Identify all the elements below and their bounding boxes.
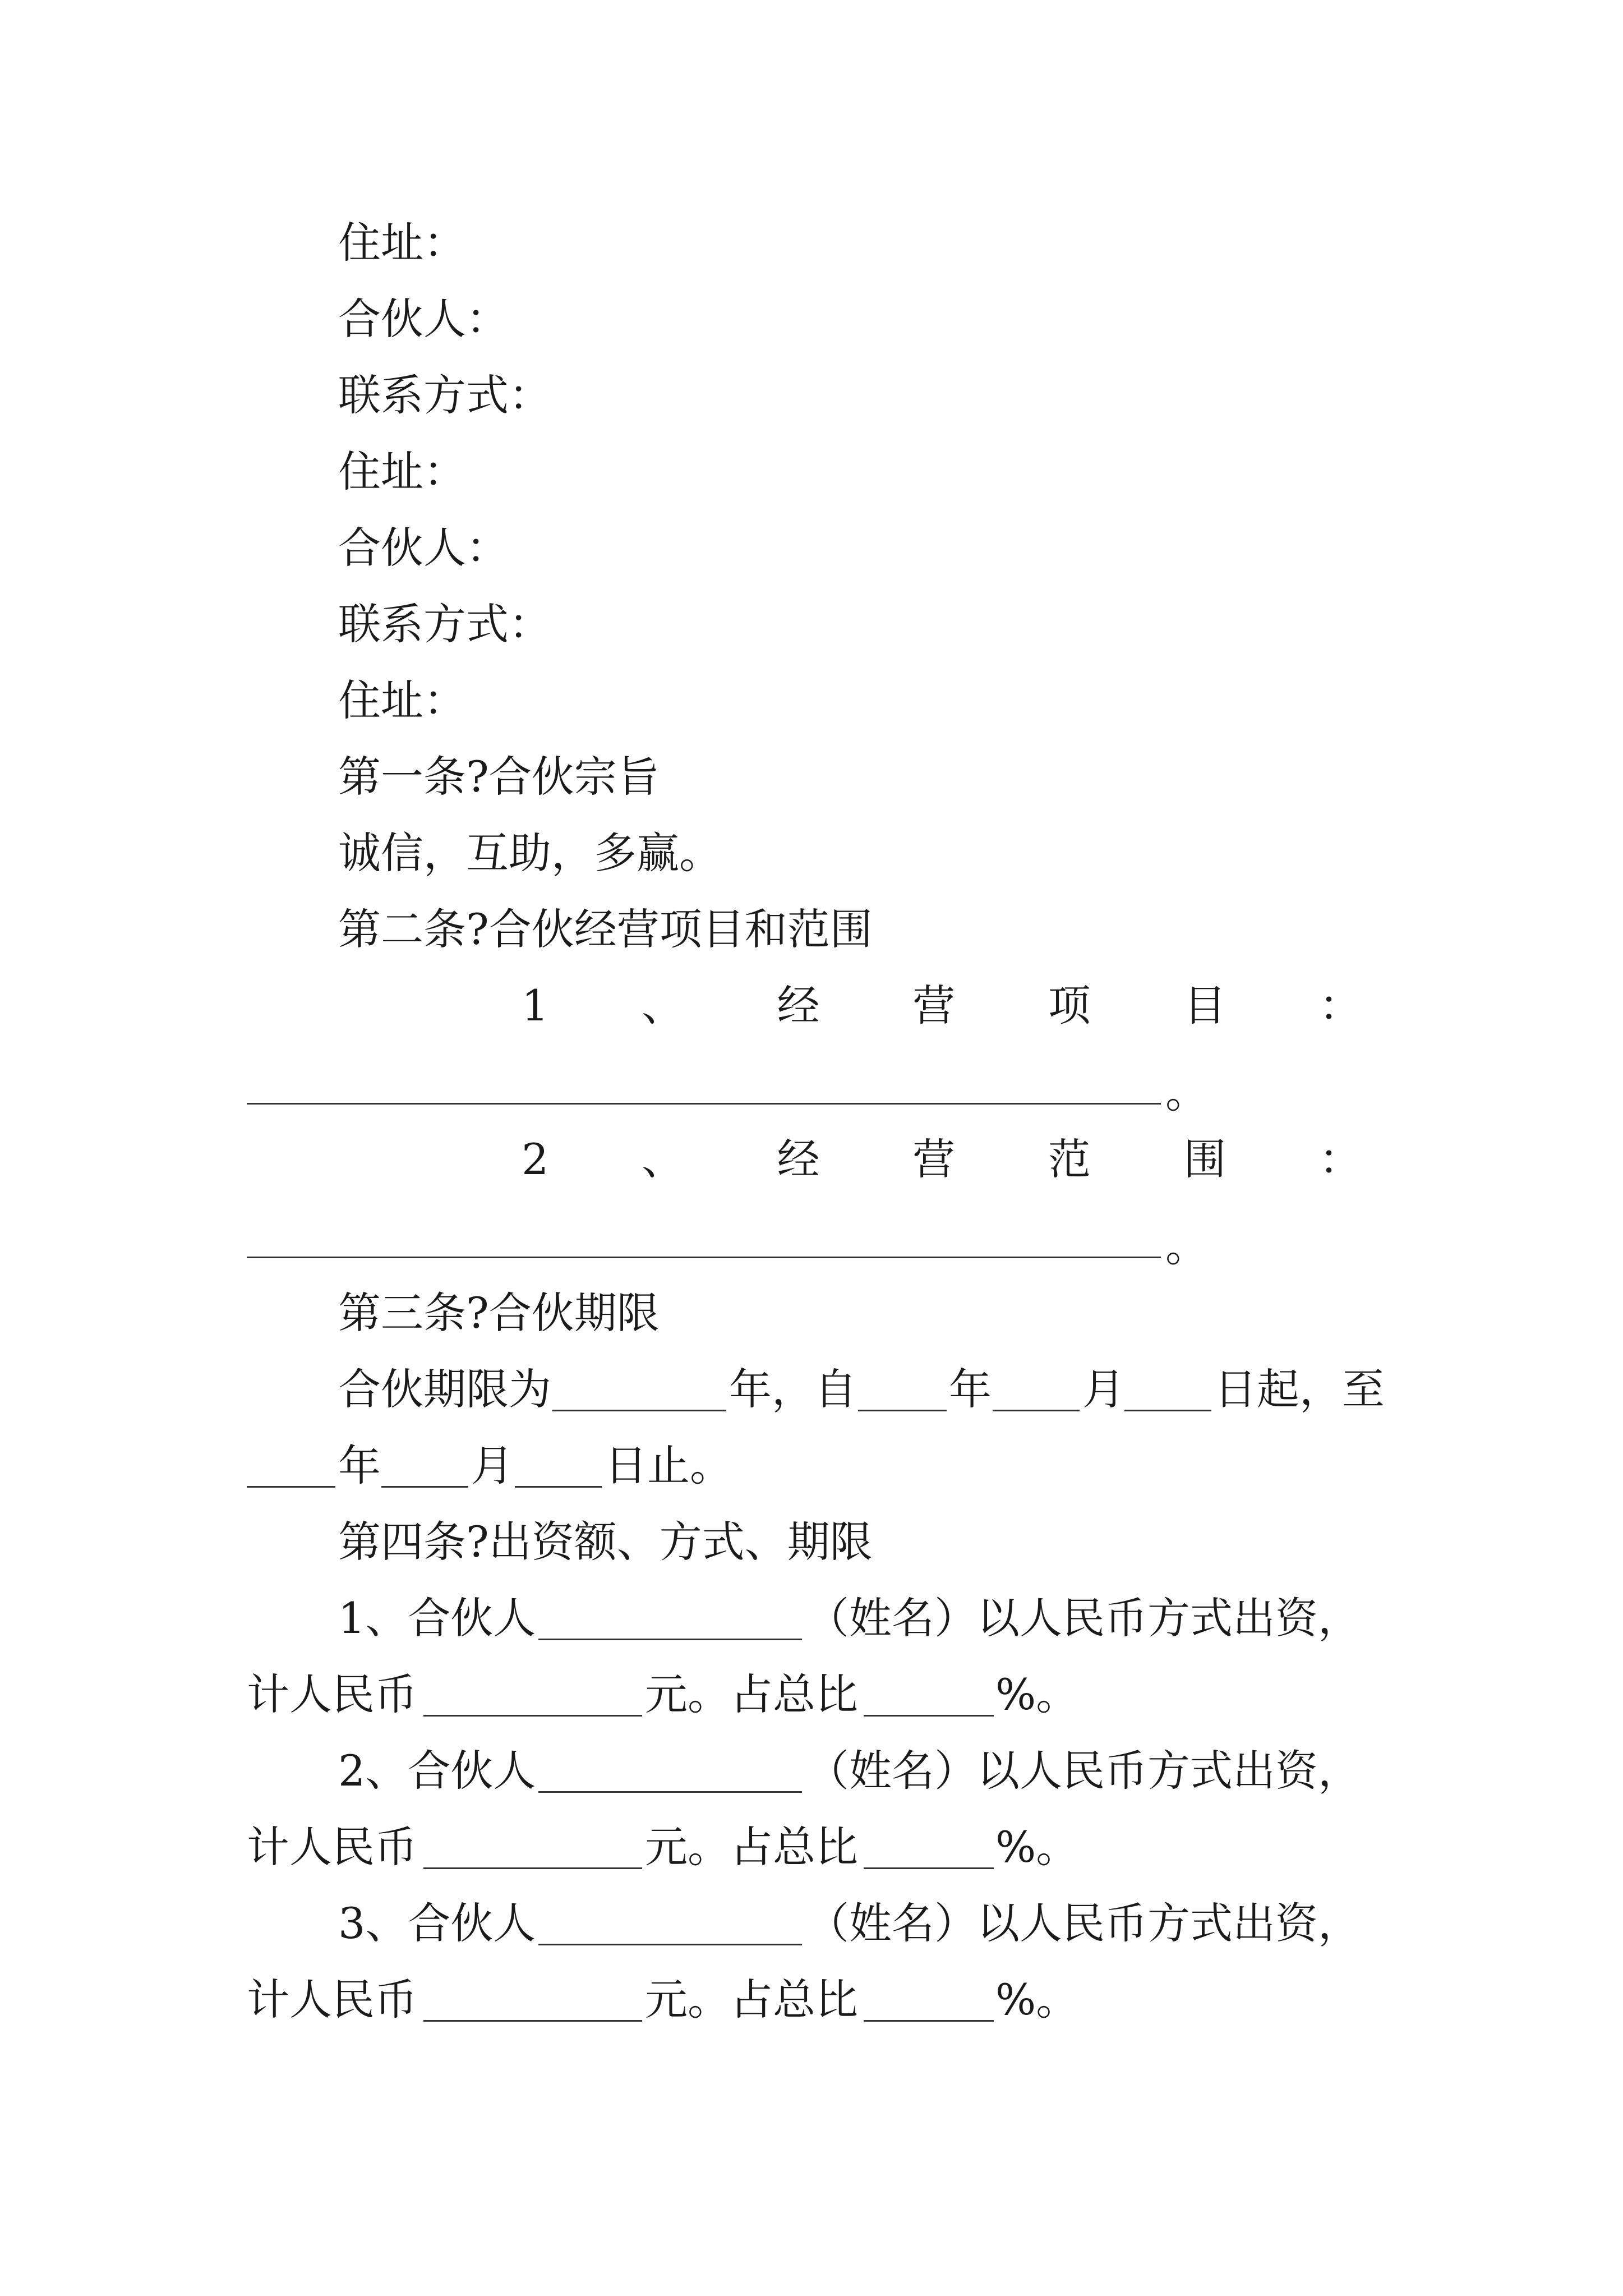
article-heading: 第一条?合伙宗旨 (338, 752, 660, 802)
blank-field[interactable] (423, 2020, 642, 2022)
blank-field[interactable] (423, 1867, 642, 1869)
business-project-fill: 。 (0, 1059, 1623, 1126)
address-line-1 (0, 209, 1623, 277)
business-project-line (0, 972, 1623, 1039)
blank-field[interactable] (538, 1791, 802, 1793)
blank-field[interactable] (858, 1410, 947, 1411)
article-heading: 第二条?合伙经营项目和范围 (338, 904, 873, 954)
address-label: 住址： (338, 447, 466, 496)
blank-field[interactable] (538, 1639, 802, 1640)
blank-field[interactable] (423, 1715, 642, 1717)
term-line-1: 合伙期限为 年，自 年 月 日起，至 (338, 1364, 1385, 1414)
article-1-text (0, 820, 1623, 887)
business-scope-line (0, 1126, 1623, 1193)
contribution-2-line-2: 计人民币 元。占总比 %。 (247, 1822, 1079, 1872)
contribution-1-line-2: 计人民币 元。占总比 %。 (247, 1669, 1079, 1719)
blank-field[interactable] (1124, 1410, 1211, 1411)
blank-field[interactable] (864, 2020, 994, 2022)
blank-field[interactable] (552, 1410, 726, 1411)
article-3-title (0, 1280, 1623, 1347)
blank-field[interactable] (247, 1486, 335, 1488)
contact-label: 联系方式： (338, 370, 551, 420)
address-label: 住址： (338, 218, 466, 268)
contribution-3-line-1: 3、合伙人 （姓名）以人民币方式出资， (338, 1898, 1361, 1948)
contribution-2-line-1: 2、合伙人 （姓名）以人民币方式出资， (338, 1746, 1361, 1796)
partner-line-2 (0, 514, 1623, 582)
blank-field[interactable] (381, 1486, 468, 1488)
term-line-2: 年 月 日止。 (0, 1432, 1623, 1499)
blank-field[interactable] (993, 1410, 1080, 1411)
business-scope-fill: 。 (0, 1213, 1623, 1280)
contact-label: 联系方式： (338, 599, 551, 649)
blank-field[interactable] (515, 1486, 602, 1488)
blank-field[interactable] (538, 1944, 802, 1945)
article-1-title (0, 743, 1623, 811)
partner-line-1 (0, 286, 1623, 353)
partner-label: 合伙人： (338, 523, 509, 573)
article-heading: 第四条?出资额、方式、期限 (338, 1517, 873, 1567)
blank-field[interactable] (864, 1867, 994, 1869)
address-label: 住址： (338, 675, 466, 725)
blank-field[interactable] (864, 1715, 994, 1717)
paragraph-text: 诚信，互助，多赢。 (338, 828, 722, 878)
contact-line-1 (0, 362, 1623, 429)
business-scope-label: 2 、 经 营 范 围 ： (522, 1134, 1362, 1184)
article-4-title (0, 1508, 1623, 1576)
contribution-1-line-1: 1、合伙人 （姓名）以人民币方式出资， (338, 1593, 1361, 1643)
contribution-3-line-2: 计人民币 元。占总比 %。 (247, 1975, 1079, 2024)
blank-field[interactable] (247, 1257, 1161, 1258)
article-2-title (0, 896, 1623, 963)
partner-label: 合伙人： (338, 294, 509, 344)
business-project-label: 1 、 经 营 项 目 ： (522, 981, 1362, 1030)
address-line-3 (0, 667, 1623, 734)
contact-line-2 (0, 591, 1623, 658)
blank-field[interactable] (247, 1103, 1161, 1105)
article-heading: 第三条?合伙期限 (338, 1288, 660, 1338)
address-line-2 (0, 438, 1623, 505)
